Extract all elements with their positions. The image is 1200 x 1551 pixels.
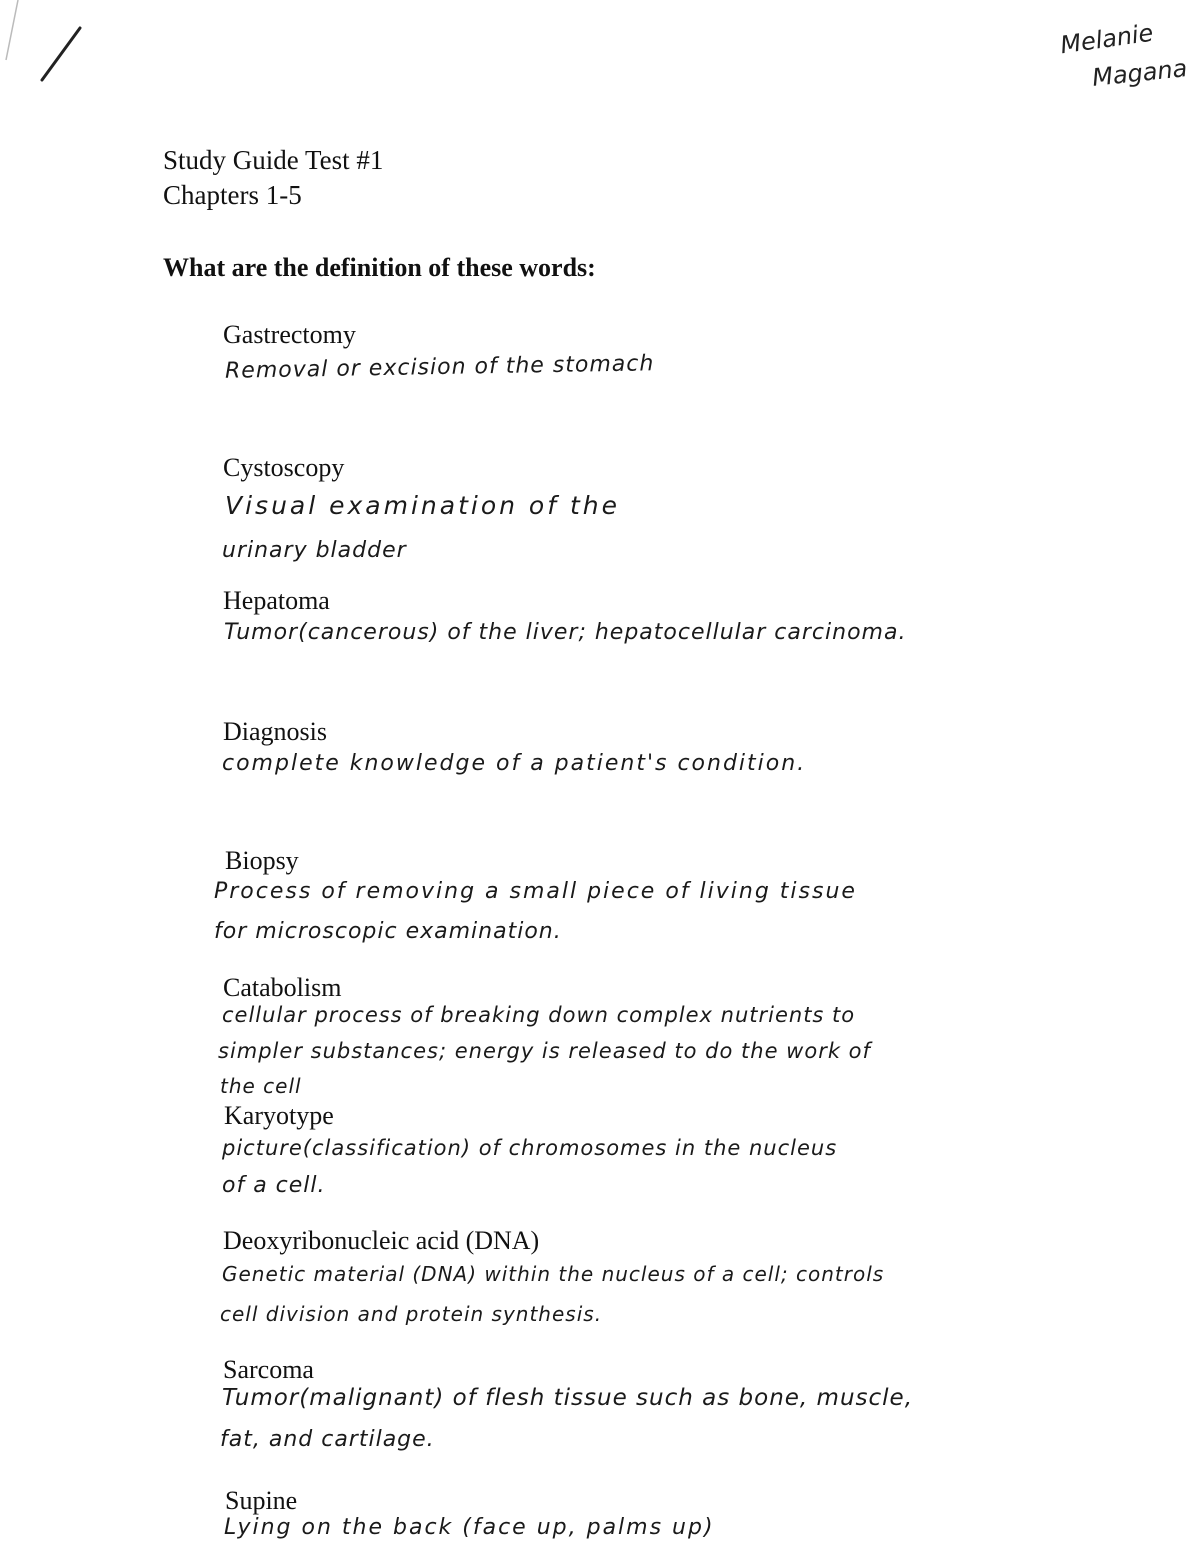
pen-slash-mark (0, 0, 120, 100)
definition-biopsy-line-1: Process of removing a small piece of living tissue (214, 879, 857, 904)
definition-cystoscopy-line-2: urinary bladder (222, 538, 407, 563)
definition-cystoscopy-line-1: Visual examination of the (225, 491, 620, 520)
definition-supine-line-1: Lying on the back (face up, palms up) (224, 1515, 715, 1540)
term-cystoscopy: Cystoscopy (223, 453, 345, 482)
term-gastrectomy: Gastrectomy (223, 320, 356, 349)
term-sarcoma: Sarcoma (223, 1355, 314, 1384)
student-first-name: Melanie (1058, 18, 1155, 60)
definition-dna-line-2: cell division and protein synthesis. (220, 1302, 603, 1326)
definition-diagnosis-line-1: complete knowledge of a patient's condition. (222, 751, 807, 776)
student-name (1040, 20, 1190, 110)
term-supine: Supine (225, 1486, 298, 1515)
definition-karyotype-line-2: of a cell. (222, 1173, 326, 1198)
definition-karyotype-line-1: picture(classification) of chromosomes in the nucleus (222, 1136, 838, 1160)
page-subtitle: Chapters 1-5 (163, 180, 302, 210)
page-title: Study Guide Test #1 (163, 145, 384, 175)
term-diagnosis: Diagnosis (223, 717, 327, 746)
definition-hepatoma-line-1: Tumor(cancerous) of the liver; hepatocellular carcinoma. (224, 620, 907, 645)
term-dna: Deoxyribonucleic acid (DNA) (223, 1226, 540, 1255)
definition-gastrectomy-line-1: Removal or excision of the stomach (224, 351, 655, 384)
definition-dna-line-1: Genetic material (DNA) within the nucleus of a cell; controls (222, 1262, 885, 1286)
definition-catabolism-line-2: simpler substances; energy is released to do the work of (218, 1039, 871, 1063)
definition-biopsy-line-2: for microscopic examination. (214, 919, 562, 944)
term-hepatoma: Hepatoma (223, 586, 330, 615)
definition-sarcoma-line-2: fat, and cartilage. (220, 1427, 435, 1452)
term-catabolism: Catabolism (223, 973, 342, 1002)
definition-sarcoma-line-1: Tumor(malignant) of flesh tissue such as bone, muscle, (222, 1385, 914, 1411)
term-karyotype: Karyotype (224, 1101, 334, 1130)
term-biopsy: Biopsy (225, 846, 299, 875)
definition-catabolism-line-1: cellular process of breaking down complex nutrients to (222, 1003, 856, 1027)
student-last-name: Magana (1090, 54, 1189, 92)
definition-catabolism-line-3: the cell (220, 1074, 302, 1098)
instructions-prompt: What are the definition of these words: (163, 253, 596, 282)
